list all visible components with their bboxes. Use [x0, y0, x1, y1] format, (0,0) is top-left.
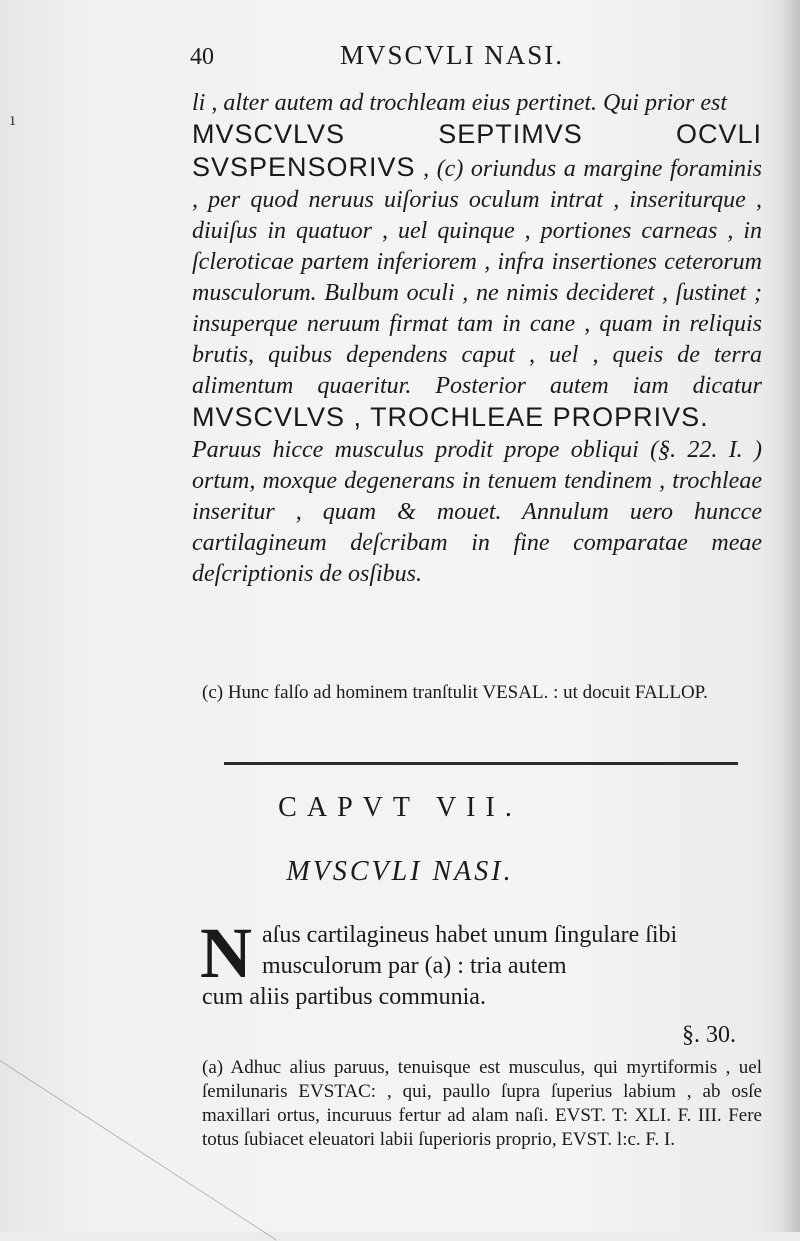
heading-septimus: MVSCVLVS SEPTIMVS OCVLI SVSPENSORIVS	[192, 119, 762, 182]
chapter-subtitle: MVSCVLI NASI.	[286, 856, 514, 887]
opening-line: li , alter autem ad trochleam eius pertinet. Qui prior est	[192, 90, 728, 116]
page-header	[190, 38, 590, 74]
page-edge-shadow	[782, 0, 800, 1232]
paragraph-septimus	[192, 119, 762, 435]
page-number: 40	[190, 44, 214, 70]
drop-cap-paragraph: aſus cartilagineus habet unum ſingulare ſibi musculorum par (a) : tria autem	[262, 922, 678, 979]
running-head: MVSCVLI NASI.	[340, 40, 565, 70]
chapter-title: CAPVT VII.	[278, 792, 522, 823]
paragraph-tail: cum aliis partibus communia.	[202, 984, 486, 1010]
margin-mark: ı	[10, 110, 16, 129]
chapter-rule	[224, 762, 738, 765]
drop-cap: N	[200, 913, 252, 993]
footnote-a: (a) Adhuc alius paruus, tenuisque est musculus, qui myrtiformis , uel ſemilunaris EVSTAC: , qui, paullo ſupra ſuperius labium , ab osſe maxillari ortus, incuruus fertur ad alam naſi. EVST. T: XLI. F. III. Fere totus ſubiacet eleuatori labii ſuperioris proprio, EVST. l:c. F. I.	[202, 1057, 762, 1150]
paragraph-trochleae: Paruus hicce musculus prodit prope obliqui (§. 22. I. ) ortum, moxque degenerans in tenuem tendinem , trochleae inseritur , quam & mouet. Annulum uero huncce cartilagineum deſcribam in fine comparatae meae deſcriptionis de osſibus.	[192, 437, 762, 587]
catchword: §. 30.	[682, 1022, 736, 1048]
footnote-c: (c) Hunc falſo ad hominem tranſtulit VESAL. : ut docuit FALLOP.	[202, 682, 708, 703]
body-septimus: , (c) oriundus a margine foraminis , per quod neruus uiſorius oculum intrat , inseriturque , diuiſus in quatuor , uel quinque , portiones carneas , in ſcleroticae partem inferiorem , infra insertiones ceterorum musculorum. Bulbum oculi , ne nimis decideret , ſustinet ; insuperque neruum firmat tam in cane , quam in reliquis brutis, quibus dependens caput , uel , queis de terra alimentum quaeritur. Posterior autem iam dicatur	[192, 156, 763, 399]
heading-trochleae: MVSCVLVS , TROCHLEAE PROPRIVS.	[192, 402, 709, 432]
section-one	[192, 88, 762, 590]
